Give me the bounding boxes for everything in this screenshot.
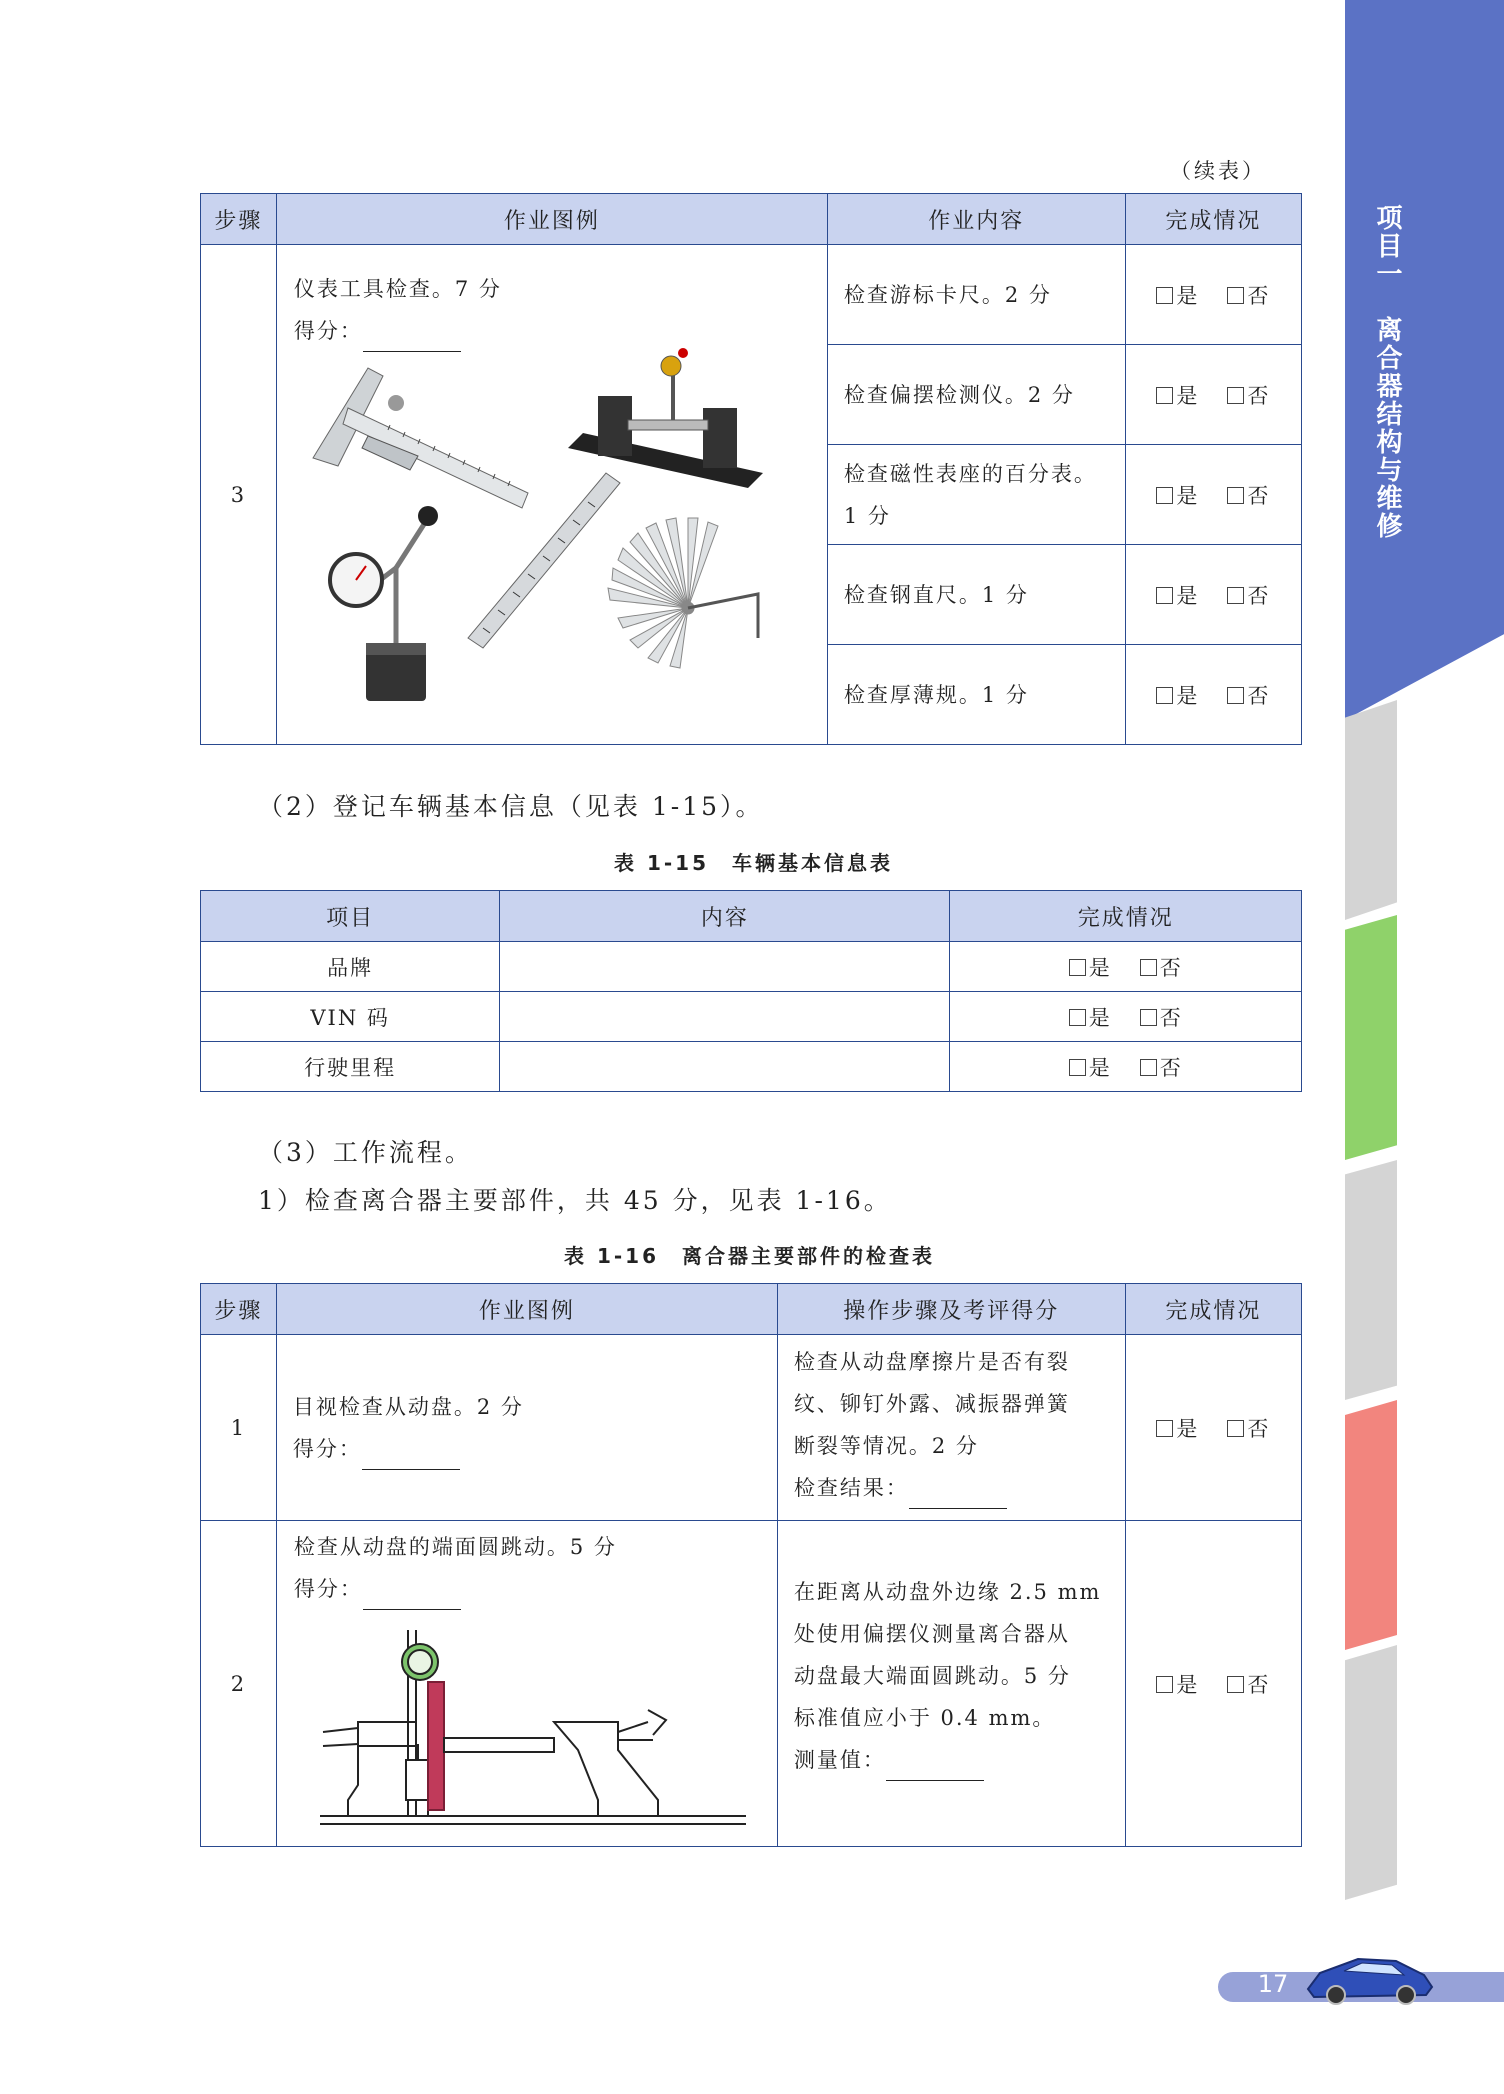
step-number: 2	[201, 1521, 277, 1847]
measurement-label: 测量值：	[793, 1748, 886, 1772]
check-no[interactable]: 否	[1227, 580, 1270, 610]
checkbox-icon	[1156, 387, 1173, 404]
header-status: 完成情况	[1125, 1284, 1301, 1335]
header-illustration: 作业图例	[276, 194, 827, 245]
check-no[interactable]: 否	[1227, 480, 1270, 510]
runout-tester-icon	[568, 348, 763, 488]
header-status: 完成情况	[950, 891, 1302, 942]
continued-label: （续表）	[1170, 159, 1266, 183]
checkbox-icon	[1227, 587, 1244, 604]
header-step: 步骤	[201, 1284, 277, 1335]
steel-ruler-icon	[468, 473, 620, 648]
check-yes[interactable]: 是	[1069, 1052, 1112, 1082]
check-yes[interactable]: 是	[1156, 480, 1199, 510]
illustration-cell	[276, 1521, 777, 1847]
operation-line: 标准值应小于 0.4 mm。	[793, 1706, 1056, 1730]
side-tab-green	[1345, 915, 1397, 1160]
item-mileage: 行驶里程	[201, 1042, 500, 1092]
checkbox-icon	[1156, 287, 1173, 304]
header-status: 完成情况	[1125, 194, 1301, 245]
task-title: 仪表工具检查。7 分	[293, 277, 502, 301]
score-label: 得分：	[293, 1577, 363, 1601]
feeler-gauge-icon	[608, 518, 758, 668]
task-title: 目视检查从动盘。2 分	[292, 1394, 524, 1419]
content-cell: 检查厚薄规。1 分	[827, 645, 1125, 745]
result-label: 检查结果：	[793, 1476, 909, 1500]
paragraph-2: （2）登记车辆基本信息（见表 1-15）。	[258, 792, 764, 821]
clutch-inspection-table	[200, 1283, 1302, 1847]
page-number: 17	[1257, 1970, 1289, 1998]
operations-cell	[777, 1521, 1125, 1847]
score-blank[interactable]	[363, 1591, 461, 1610]
checkbox-icon	[1227, 287, 1244, 304]
checkbox-icon	[1227, 687, 1244, 704]
status-cell	[1125, 445, 1301, 545]
side-tab-red	[1345, 1400, 1397, 1650]
content-input[interactable]	[500, 1042, 950, 1092]
status-cell	[950, 942, 1302, 992]
checkbox-icon	[1069, 959, 1086, 976]
check-no[interactable]: 否	[1140, 1002, 1183, 1032]
check-no[interactable]: 否	[1140, 952, 1183, 982]
status-cell	[950, 992, 1302, 1042]
check-yes[interactable]: 是	[1156, 580, 1199, 610]
status-cell	[1125, 545, 1301, 645]
content-cell: 检查游标卡尺。2 分	[827, 245, 1125, 345]
task-title: 检查从动盘的端面圆跳动。5 分	[293, 1535, 617, 1559]
header-illustration: 作业图例	[276, 1284, 777, 1335]
paragraph-3-1: 1）检查离合器主要部件，共 45 分，见表 1-16。	[258, 1186, 892, 1215]
score-blank[interactable]	[363, 333, 461, 352]
table-caption-1-16: 表 1-16 离合器主要部件的检查表	[564, 1244, 936, 1268]
content-input[interactable]	[500, 992, 950, 1042]
check-yes[interactable]: 是	[1156, 1669, 1199, 1699]
checkbox-icon	[1156, 1420, 1173, 1437]
header-content: 内容	[500, 891, 950, 942]
result-blank[interactable]	[909, 1490, 1007, 1509]
checkbox-icon	[1069, 1009, 1086, 1026]
score-label: 得分：	[292, 1436, 362, 1461]
status-cell	[1125, 1521, 1301, 1847]
tools-illustration	[278, 348, 826, 728]
measurement-blank[interactable]	[886, 1762, 984, 1781]
header-content: 作业内容	[827, 194, 1125, 245]
checkbox-icon	[1156, 687, 1173, 704]
check-no[interactable]: 否	[1227, 1413, 1270, 1443]
check-yes[interactable]: 是	[1069, 1002, 1112, 1032]
check-no[interactable]: 否	[1140, 1052, 1183, 1082]
header-item: 项目	[201, 891, 500, 942]
checkbox-icon	[1227, 387, 1244, 404]
content-input[interactable]	[500, 942, 950, 992]
checkbox-icon	[1140, 1059, 1157, 1076]
check-yes[interactable]: 是	[1156, 680, 1199, 710]
status-cell	[1125, 645, 1301, 745]
score-blank[interactable]	[362, 1451, 460, 1470]
task-table-continued	[200, 193, 1302, 745]
checkbox-icon	[1069, 1059, 1086, 1076]
check-yes[interactable]: 是	[1156, 280, 1199, 310]
chapter-tab-title: 项目一 离合器结构与维修	[1372, 204, 1402, 540]
operations-cell	[777, 1335, 1125, 1521]
runout-tester-diagram-icon	[278, 1610, 776, 1840]
header-step: 步骤	[201, 194, 277, 245]
step-number: 1	[201, 1335, 277, 1521]
check-no[interactable]: 否	[1227, 280, 1270, 310]
operation-line: 在距离从动盘外边缘 2.5 mm	[793, 1580, 1102, 1604]
header-operations: 操作步骤及考评得分	[777, 1284, 1125, 1335]
check-yes[interactable]: 是	[1156, 1413, 1199, 1443]
car-icon	[1300, 1945, 1440, 2007]
magnetic-dial-indicator-icon	[330, 506, 438, 701]
item-vin: VIN 码	[201, 992, 500, 1042]
content-cell: 检查钢直尺。1 分	[827, 545, 1125, 645]
content-cell: 检查偏摆检测仪。2 分	[827, 345, 1125, 445]
checkbox-icon	[1140, 959, 1157, 976]
content-cell: 检查磁性表座的百分表。1 分	[827, 445, 1125, 545]
checkbox-icon	[1156, 487, 1173, 504]
checkbox-icon	[1227, 1420, 1244, 1437]
step-number: 3	[201, 245, 277, 745]
check-no[interactable]: 否	[1227, 680, 1270, 710]
score-label: 得分：	[293, 319, 363, 343]
operation-line: 检查从动盘摩擦片是否有裂	[793, 1350, 1070, 1374]
checkbox-icon	[1156, 1676, 1173, 1693]
checkbox-icon	[1156, 587, 1173, 604]
status-cell	[950, 1042, 1302, 1092]
illustration-cell	[276, 1335, 777, 1521]
check-yes[interactable]: 是	[1069, 952, 1112, 982]
check-no[interactable]: 否	[1227, 1669, 1270, 1699]
operation-line: 纹、铆钉外露、减振器弹簧	[793, 1392, 1070, 1416]
status-cell	[1125, 1335, 1301, 1521]
checkbox-icon	[1140, 1009, 1157, 1026]
checkbox-icon	[1227, 487, 1244, 504]
status-cell	[1125, 345, 1301, 445]
side-tab-gray	[1345, 700, 1397, 920]
check-yes[interactable]: 是	[1156, 380, 1199, 410]
operation-line: 处使用偏摆仪测量离合器从	[793, 1622, 1070, 1646]
operation-line: 动盘最大端面圆跳动。5 分	[793, 1664, 1071, 1688]
check-no[interactable]: 否	[1227, 380, 1270, 410]
item-brand: 品牌	[201, 942, 500, 992]
side-tab-gray	[1345, 1160, 1397, 1400]
illustration-cell	[276, 245, 827, 745]
vernier-caliper-icon	[313, 368, 528, 508]
operation-line: 断裂等情况。2 分	[793, 1434, 979, 1458]
table-caption-1-15: 表 1-15 车辆基本信息表	[614, 851, 894, 875]
paragraph-3: （3）工作流程。	[258, 1138, 473, 1167]
checkbox-icon	[1227, 1676, 1244, 1693]
vehicle-info-table	[200, 890, 1302, 1092]
status-cell	[1125, 245, 1301, 345]
side-tab-gray	[1345, 1645, 1397, 1900]
